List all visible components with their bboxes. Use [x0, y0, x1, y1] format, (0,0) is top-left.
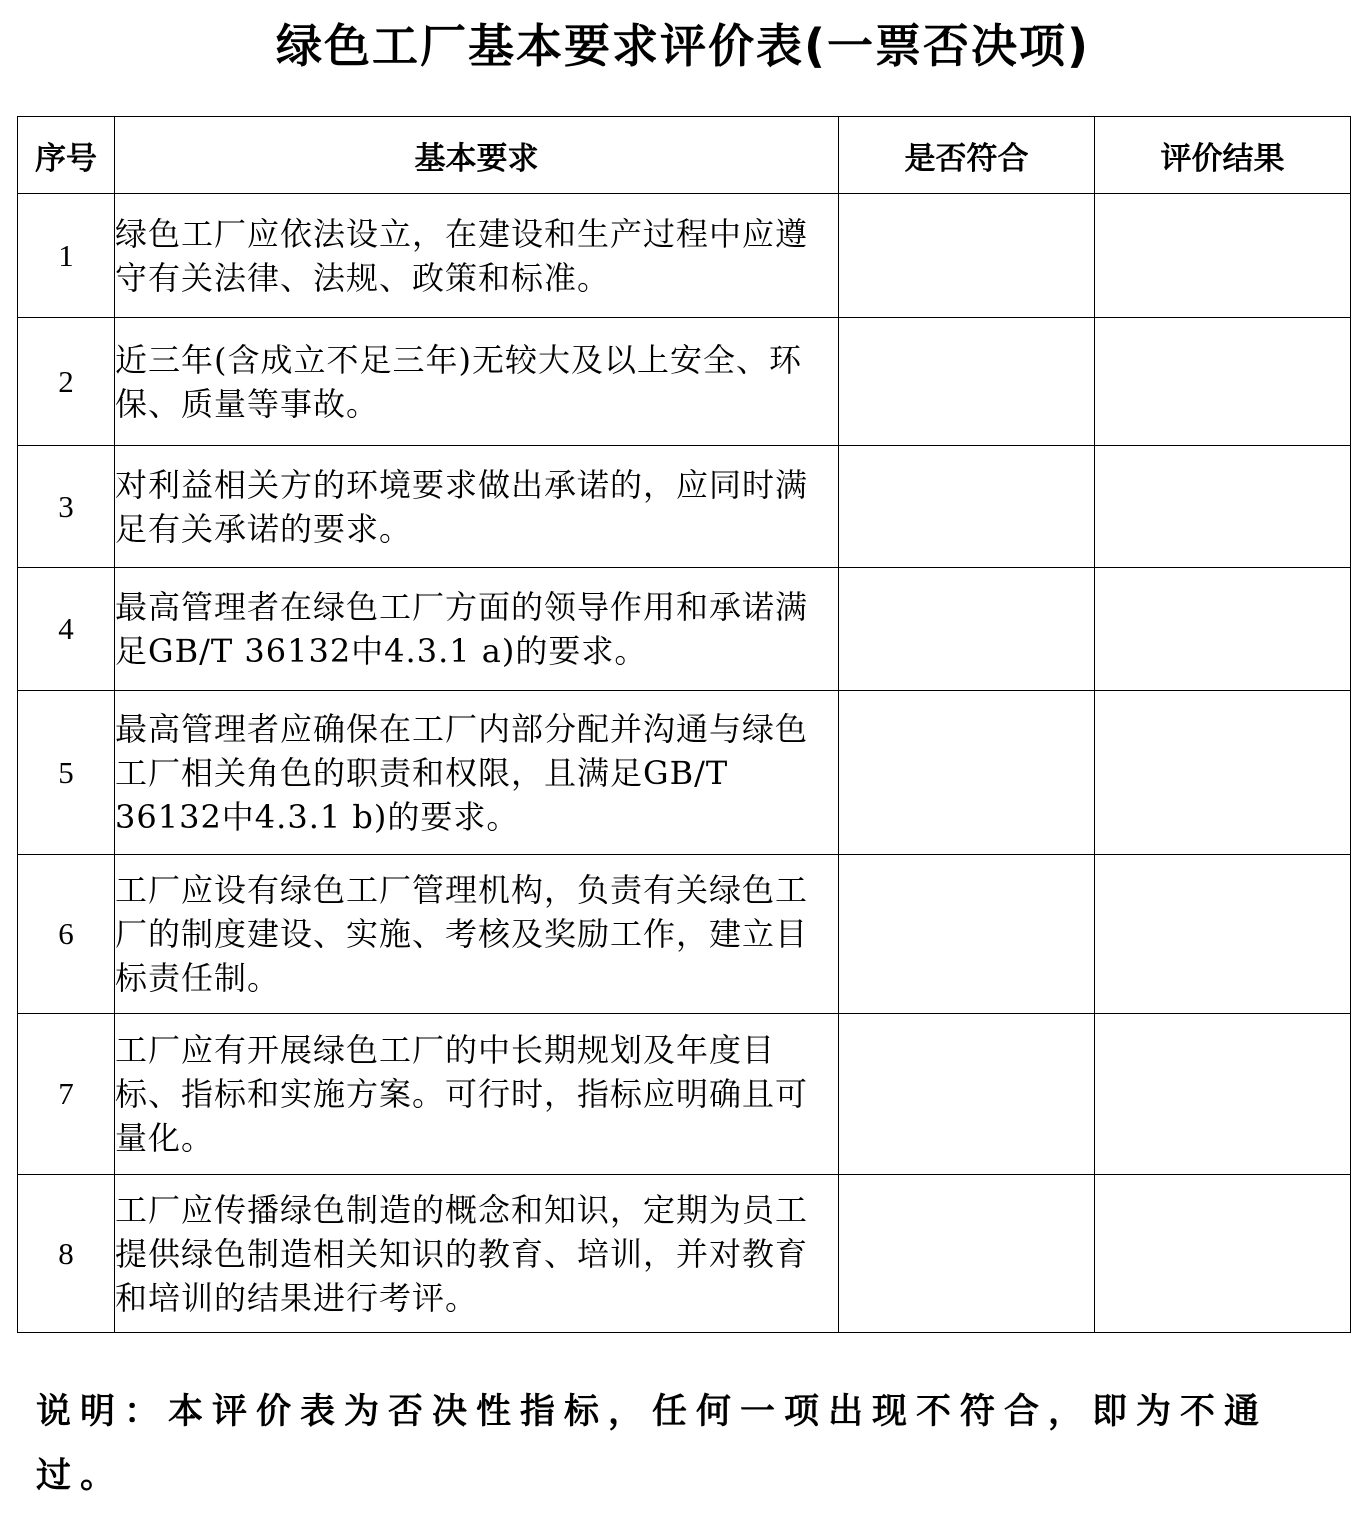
- footnote: 说明：本评价表为否决性指标，任何一项出现不符合，即为不通过。: [36, 1392, 1269, 1496]
- table-row: [18, 691, 1351, 855]
- header-requirement: 基本要求: [115, 117, 839, 194]
- page-title: 绿色工厂基本要求评价表(一票否决项): [275, 19, 1091, 73]
- result-cell[interactable]: [1095, 691, 1351, 855]
- table-header-row: [18, 117, 1351, 194]
- result-cell[interactable]: [1095, 194, 1351, 318]
- requirement-text: 绿色工厂应依法设立，在建设和生产过程中应遵守有关法律、法规、政策和标准。: [115, 194, 839, 318]
- row-number: 4: [18, 568, 115, 691]
- requirement-text: 工厂应设有绿色工厂管理机构，负责有关绿色工厂的制度建设、实施、考核及奖励工作，建立目标责任制。: [115, 855, 839, 1014]
- compliant-cell[interactable]: [839, 1175, 1095, 1333]
- table-row: [18, 1175, 1351, 1333]
- compliant-cell[interactable]: [839, 318, 1095, 446]
- row-number: 8: [18, 1175, 115, 1333]
- evaluation-table: [17, 116, 1351, 1333]
- requirement-text: 工厂应有开展绿色工厂的中长期规划及年度目标、指标和实施方案。可行时，指标应明确且可量化。: [115, 1014, 839, 1175]
- row-number: 5: [18, 691, 115, 855]
- requirement-text: 近三年(含成立不足三年)无较大及以上安全、环保、质量等事故。: [115, 318, 839, 446]
- table-row: [18, 194, 1351, 318]
- result-cell[interactable]: [1095, 568, 1351, 691]
- compliant-cell[interactable]: [839, 1014, 1095, 1175]
- compliant-cell[interactable]: [839, 446, 1095, 568]
- header-compliant: 是否符合: [839, 117, 1095, 194]
- compliant-cell[interactable]: [839, 691, 1095, 855]
- row-number: 2: [18, 318, 115, 446]
- requirement-text: 最高管理者在绿色工厂方面的领导作用和承诺满足GB/T 36132中4.3.1 a)的要求。: [115, 568, 839, 691]
- header-result: 评价结果: [1095, 117, 1351, 194]
- table-row: [18, 1014, 1351, 1175]
- row-number: 1: [18, 194, 115, 318]
- result-cell[interactable]: [1095, 1014, 1351, 1175]
- result-cell[interactable]: [1095, 1175, 1351, 1333]
- header-seq: 序号: [18, 117, 115, 194]
- result-cell[interactable]: [1095, 446, 1351, 568]
- row-number: 3: [18, 446, 115, 568]
- requirement-text: 对利益相关方的环境要求做出承诺的，应同时满足有关承诺的要求。: [115, 446, 839, 568]
- requirement-text: 最高管理者应确保在工厂内部分配并沟通与绿色工厂相关角色的职责和权限，且满足GB/T 36132中4.3.1 b)的要求。: [115, 691, 839, 855]
- row-number: 7: [18, 1014, 115, 1175]
- table-row: [18, 318, 1351, 446]
- compliant-cell[interactable]: [839, 194, 1095, 318]
- table-row: [18, 855, 1351, 1014]
- compliant-cell[interactable]: [839, 855, 1095, 1014]
- result-cell[interactable]: [1095, 318, 1351, 446]
- result-cell[interactable]: [1095, 855, 1351, 1014]
- requirement-text: 工厂应传播绿色制造的概念和知识，定期为员工提供绿色制造相关知识的教育、培训，并对教育和培训的结果进行考评。: [115, 1175, 839, 1333]
- row-number: 6: [18, 855, 115, 1014]
- table-row: [18, 446, 1351, 568]
- compliant-cell[interactable]: [839, 568, 1095, 691]
- table-row: [18, 568, 1351, 691]
